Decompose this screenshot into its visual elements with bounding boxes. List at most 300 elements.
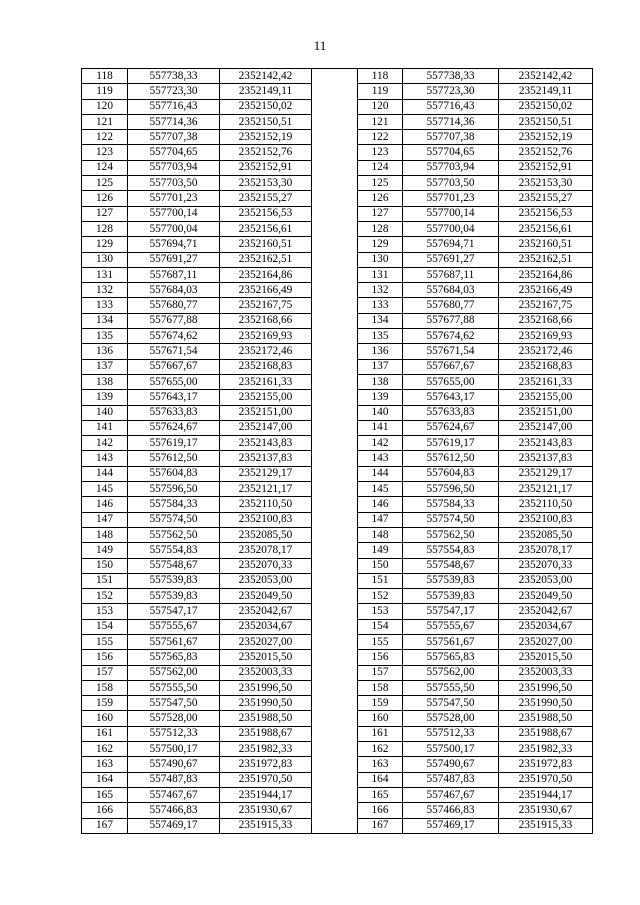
table-row: [82, 742, 593, 757]
column-gap: [312, 313, 358, 328]
column-gap: [312, 145, 358, 160]
left-y-coordinate-cell: 2351915,33: [220, 818, 312, 833]
right-x-coordinate-cell: 557612,50: [403, 451, 499, 466]
left-point-number-cell: 148: [82, 527, 128, 542]
left-y-coordinate-cell: 2351972,83: [220, 757, 312, 772]
left-y-coordinate-cell: 2351970,50: [220, 772, 312, 787]
coordinates-table: [81, 68, 593, 834]
right-point-number-cell: 158: [358, 680, 403, 695]
column-gap: [312, 757, 358, 772]
left-x-coordinate-cell: 557547,50: [128, 696, 220, 711]
column-gap: [312, 589, 358, 604]
table-row: [82, 114, 593, 129]
right-x-coordinate-cell: 557604,83: [403, 466, 499, 481]
left-point-number-cell: 140: [82, 405, 128, 420]
column-gap: [312, 329, 358, 344]
column-gap: [312, 604, 358, 619]
right-x-coordinate-cell: 557700,04: [403, 221, 499, 236]
right-point-number-cell: 153: [358, 604, 403, 619]
left-y-coordinate-cell: 2352070,33: [220, 558, 312, 573]
right-y-coordinate-cell: 2352156,53: [499, 206, 593, 221]
column-gap: [312, 818, 358, 833]
left-x-coordinate-cell: 557691,27: [128, 252, 220, 267]
left-y-coordinate-cell: 2351988,67: [220, 726, 312, 741]
table-row: [82, 558, 593, 573]
column-gap: [312, 191, 358, 206]
left-x-coordinate-cell: 557555,50: [128, 680, 220, 695]
table-row: [82, 359, 593, 374]
left-x-coordinate-cell: 557500,17: [128, 742, 220, 757]
column-gap: [312, 160, 358, 175]
column-gap: [312, 696, 358, 711]
right-x-coordinate-cell: 557512,33: [403, 726, 499, 741]
right-x-coordinate-cell: 557547,50: [403, 696, 499, 711]
left-y-coordinate-cell: 2352121,17: [220, 482, 312, 497]
table-row: [82, 176, 593, 191]
right-x-coordinate-cell: 557561,67: [403, 634, 499, 649]
right-x-coordinate-cell: 557655,00: [403, 374, 499, 389]
right-y-coordinate-cell: 2352070,33: [499, 558, 593, 573]
left-y-coordinate-cell: 2352164,86: [220, 267, 312, 282]
left-y-coordinate-cell: 2352166,49: [220, 283, 312, 298]
left-y-coordinate-cell: 2351944,17: [220, 787, 312, 802]
left-x-coordinate-cell: 557562,50: [128, 527, 220, 542]
column-gap: [312, 512, 358, 527]
right-point-number-cell: 120: [358, 99, 403, 114]
right-point-number-cell: 147: [358, 512, 403, 527]
column-gap: [312, 252, 358, 267]
left-x-coordinate-cell: 557604,83: [128, 466, 220, 481]
left-point-number-cell: 161: [82, 726, 128, 741]
left-point-number-cell: 153: [82, 604, 128, 619]
right-point-number-cell: 162: [358, 742, 403, 757]
right-point-number-cell: 137: [358, 359, 403, 374]
left-point-number-cell: 150: [82, 558, 128, 573]
left-y-coordinate-cell: 2351988,50: [220, 711, 312, 726]
right-point-number-cell: 139: [358, 390, 403, 405]
left-x-coordinate-cell: 557539,83: [128, 573, 220, 588]
left-point-number-cell: 126: [82, 191, 128, 206]
right-y-coordinate-cell: 2352164,86: [499, 267, 593, 282]
column-gap: [312, 84, 358, 99]
left-y-coordinate-cell: 2352152,91: [220, 160, 312, 175]
left-y-coordinate-cell: 2352147,00: [220, 420, 312, 435]
left-x-coordinate-cell: 557738,33: [128, 69, 220, 84]
right-x-coordinate-cell: 557723,30: [403, 84, 499, 99]
right-y-coordinate-cell: 2352166,49: [499, 283, 593, 298]
right-y-coordinate-cell: 2352137,83: [499, 451, 593, 466]
left-point-number-cell: 142: [82, 436, 128, 451]
left-x-coordinate-cell: 557680,77: [128, 298, 220, 313]
right-y-coordinate-cell: 2352150,51: [499, 114, 593, 129]
left-x-coordinate-cell: 557528,00: [128, 711, 220, 726]
left-y-coordinate-cell: 2351982,33: [220, 742, 312, 757]
left-x-coordinate-cell: 557684,03: [128, 283, 220, 298]
table-row: [82, 69, 593, 84]
left-point-number-cell: 155: [82, 634, 128, 649]
left-y-coordinate-cell: 2352049,50: [220, 589, 312, 604]
column-gap: [312, 619, 358, 634]
right-y-coordinate-cell: 2352143,83: [499, 436, 593, 451]
right-x-coordinate-cell: 557704,65: [403, 145, 499, 160]
table-row: [82, 573, 593, 588]
left-y-coordinate-cell: 2352152,19: [220, 130, 312, 145]
left-point-number-cell: 124: [82, 160, 128, 175]
table-row: [82, 283, 593, 298]
left-x-coordinate-cell: 557700,14: [128, 206, 220, 221]
table-row: [82, 329, 593, 344]
column-gap: [312, 634, 358, 649]
right-x-coordinate-cell: 557562,50: [403, 527, 499, 542]
right-point-number-cell: 131: [358, 267, 403, 282]
right-x-coordinate-cell: 557466,83: [403, 803, 499, 818]
right-x-coordinate-cell: 557694,71: [403, 237, 499, 252]
table-row: [82, 221, 593, 236]
table-row: [82, 145, 593, 160]
left-x-coordinate-cell: 557574,50: [128, 512, 220, 527]
left-point-number-cell: 125: [82, 176, 128, 191]
left-y-coordinate-cell: 2352027,00: [220, 634, 312, 649]
left-point-number-cell: 146: [82, 497, 128, 512]
right-y-coordinate-cell: 2352015,50: [499, 650, 593, 665]
left-x-coordinate-cell: 557467,67: [128, 787, 220, 802]
column-gap: [312, 573, 358, 588]
left-y-coordinate-cell: 2352129,17: [220, 466, 312, 481]
right-y-coordinate-cell: 2351930,67: [499, 803, 593, 818]
right-x-coordinate-cell: 557671,54: [403, 344, 499, 359]
left-y-coordinate-cell: 2351990,50: [220, 696, 312, 711]
right-x-coordinate-cell: 557574,50: [403, 512, 499, 527]
column-gap: [312, 726, 358, 741]
right-x-coordinate-cell: 557703,50: [403, 176, 499, 191]
left-point-number-cell: 163: [82, 757, 128, 772]
table-row: [82, 818, 593, 833]
right-x-coordinate-cell: 557700,14: [403, 206, 499, 221]
column-gap: [312, 267, 358, 282]
left-y-coordinate-cell: 2352003,33: [220, 665, 312, 680]
right-x-coordinate-cell: 557684,03: [403, 283, 499, 298]
column-gap: [312, 374, 358, 389]
right-x-coordinate-cell: 557539,83: [403, 573, 499, 588]
right-y-coordinate-cell: 2352155,00: [499, 390, 593, 405]
left-point-number-cell: 157: [82, 665, 128, 680]
left-point-number-cell: 133: [82, 298, 128, 313]
left-y-coordinate-cell: 2352156,61: [220, 221, 312, 236]
column-gap: [312, 390, 358, 405]
right-point-number-cell: 163: [358, 757, 403, 772]
right-x-coordinate-cell: 557667,67: [403, 359, 499, 374]
table-row: [82, 99, 593, 114]
right-y-coordinate-cell: 2352129,17: [499, 466, 593, 481]
right-point-number-cell: 157: [358, 665, 403, 680]
right-x-coordinate-cell: 557584,33: [403, 497, 499, 512]
left-x-coordinate-cell: 557704,65: [128, 145, 220, 160]
left-point-number-cell: 164: [82, 772, 128, 787]
right-y-coordinate-cell: 2352152,19: [499, 130, 593, 145]
left-y-coordinate-cell: 2352034,67: [220, 619, 312, 634]
left-point-number-cell: 135: [82, 329, 128, 344]
table-row: [82, 589, 593, 604]
table-row: [82, 130, 593, 145]
left-x-coordinate-cell: 557633,83: [128, 405, 220, 420]
right-x-coordinate-cell: 557562,00: [403, 665, 499, 680]
left-point-number-cell: 159: [82, 696, 128, 711]
left-point-number-cell: 143: [82, 451, 128, 466]
left-x-coordinate-cell: 557701,23: [128, 191, 220, 206]
right-point-number-cell: 167: [358, 818, 403, 833]
left-y-coordinate-cell: 2352149,11: [220, 84, 312, 99]
table-row: [82, 680, 593, 695]
right-x-coordinate-cell: 557469,17: [403, 818, 499, 833]
right-y-coordinate-cell: 2351990,50: [499, 696, 593, 711]
left-x-coordinate-cell: 557554,83: [128, 543, 220, 558]
left-y-coordinate-cell: 2351996,50: [220, 680, 312, 695]
right-point-number-cell: 149: [358, 543, 403, 558]
left-x-coordinate-cell: 557490,67: [128, 757, 220, 772]
page-number: 11: [313, 38, 327, 53]
right-point-number-cell: 129: [358, 237, 403, 252]
right-x-coordinate-cell: 557680,77: [403, 298, 499, 313]
right-y-coordinate-cell: 2352152,76: [499, 145, 593, 160]
right-y-coordinate-cell: 2352156,61: [499, 221, 593, 236]
right-point-number-cell: 126: [358, 191, 403, 206]
right-y-coordinate-cell: 2352169,93: [499, 329, 593, 344]
left-point-number-cell: 160: [82, 711, 128, 726]
right-point-number-cell: 124: [358, 160, 403, 175]
right-point-number-cell: 150: [358, 558, 403, 573]
left-x-coordinate-cell: 557700,04: [128, 221, 220, 236]
table-row: [82, 650, 593, 665]
column-gap: [312, 114, 358, 129]
left-y-coordinate-cell: 2352137,83: [220, 451, 312, 466]
table-row: [82, 374, 593, 389]
right-y-coordinate-cell: 2352152,91: [499, 160, 593, 175]
left-point-number-cell: 119: [82, 84, 128, 99]
right-y-coordinate-cell: 2352147,00: [499, 420, 593, 435]
right-point-number-cell: 141: [358, 420, 403, 435]
left-x-coordinate-cell: 557487,83: [128, 772, 220, 787]
left-y-coordinate-cell: 2352015,50: [220, 650, 312, 665]
column-gap: [312, 742, 358, 757]
column-gap: [312, 527, 358, 542]
left-x-coordinate-cell: 557539,83: [128, 589, 220, 604]
right-y-coordinate-cell: 2352003,33: [499, 665, 593, 680]
right-point-number-cell: 161: [358, 726, 403, 741]
left-x-coordinate-cell: 557555,67: [128, 619, 220, 634]
left-point-number-cell: 147: [82, 512, 128, 527]
right-point-number-cell: 151: [358, 573, 403, 588]
table-row: [82, 665, 593, 680]
table-row: [82, 619, 593, 634]
table-row: [82, 436, 593, 451]
left-point-number-cell: 138: [82, 374, 128, 389]
left-y-coordinate-cell: 2352160,51: [220, 237, 312, 252]
right-y-coordinate-cell: 2352034,67: [499, 619, 593, 634]
left-x-coordinate-cell: 557674,62: [128, 329, 220, 344]
right-y-coordinate-cell: 2352161,33: [499, 374, 593, 389]
right-x-coordinate-cell: 557539,83: [403, 589, 499, 604]
right-x-coordinate-cell: 557687,11: [403, 267, 499, 282]
right-point-number-cell: 135: [358, 329, 403, 344]
right-point-number-cell: 122: [358, 130, 403, 145]
right-x-coordinate-cell: 557691,27: [403, 252, 499, 267]
left-y-coordinate-cell: 2352155,00: [220, 390, 312, 405]
right-x-coordinate-cell: 557565,83: [403, 650, 499, 665]
left-point-number-cell: 152: [82, 589, 128, 604]
left-point-number-cell: 134: [82, 313, 128, 328]
left-y-coordinate-cell: 2352053,00: [220, 573, 312, 588]
left-x-coordinate-cell: 557596,50: [128, 482, 220, 497]
column-gap: [312, 543, 358, 558]
right-x-coordinate-cell: 557467,67: [403, 787, 499, 802]
column-gap: [312, 359, 358, 374]
table-row: [82, 466, 593, 481]
right-point-number-cell: 136: [358, 344, 403, 359]
right-y-coordinate-cell: 2352042,67: [499, 604, 593, 619]
left-x-coordinate-cell: 557469,17: [128, 818, 220, 833]
left-point-number-cell: 131: [82, 267, 128, 282]
right-x-coordinate-cell: 557596,50: [403, 482, 499, 497]
table-row: [82, 543, 593, 558]
right-point-number-cell: 127: [358, 206, 403, 221]
left-y-coordinate-cell: 2352042,67: [220, 604, 312, 619]
left-point-number-cell: 118: [82, 69, 128, 84]
left-x-coordinate-cell: 557667,67: [128, 359, 220, 374]
table-row: [82, 497, 593, 512]
left-x-coordinate-cell: 557714,36: [128, 114, 220, 129]
table-row: [82, 512, 593, 527]
column-gap: [312, 665, 358, 680]
right-point-number-cell: 148: [358, 527, 403, 542]
left-y-coordinate-cell: 2352085,50: [220, 527, 312, 542]
table-row: [82, 696, 593, 711]
right-point-number-cell: 155: [358, 634, 403, 649]
column-gap: [312, 405, 358, 420]
right-y-coordinate-cell: 2352162,51: [499, 252, 593, 267]
left-point-number-cell: 136: [82, 344, 128, 359]
column-gap: [312, 298, 358, 313]
right-y-coordinate-cell: 2352142,42: [499, 69, 593, 84]
left-point-number-cell: 129: [82, 237, 128, 252]
right-y-coordinate-cell: 2352167,75: [499, 298, 593, 313]
left-y-coordinate-cell: 2352156,53: [220, 206, 312, 221]
column-gap: [312, 130, 358, 145]
column-gap: [312, 650, 358, 665]
right-x-coordinate-cell: 557500,17: [403, 742, 499, 757]
right-x-coordinate-cell: 557554,83: [403, 543, 499, 558]
left-y-coordinate-cell: 2352110,50: [220, 497, 312, 512]
right-y-coordinate-cell: 2352027,00: [499, 634, 593, 649]
right-x-coordinate-cell: 557624,67: [403, 420, 499, 435]
left-y-coordinate-cell: 2352143,83: [220, 436, 312, 451]
right-x-coordinate-cell: 557547,17: [403, 604, 499, 619]
column-gap: [312, 420, 358, 435]
right-x-coordinate-cell: 557714,36: [403, 114, 499, 129]
right-y-coordinate-cell: 2351915,33: [499, 818, 593, 833]
right-y-coordinate-cell: 2351944,17: [499, 787, 593, 802]
table-row: [82, 252, 593, 267]
column-gap: [312, 680, 358, 695]
left-point-number-cell: 123: [82, 145, 128, 160]
table-row: [82, 482, 593, 497]
left-y-coordinate-cell: 2352167,75: [220, 298, 312, 313]
right-x-coordinate-cell: 557555,67: [403, 619, 499, 634]
left-y-coordinate-cell: 2352100,83: [220, 512, 312, 527]
right-x-coordinate-cell: 557487,83: [403, 772, 499, 787]
left-y-coordinate-cell: 2352151,00: [220, 405, 312, 420]
right-y-coordinate-cell: 2352121,17: [499, 482, 593, 497]
left-y-coordinate-cell: 2352142,42: [220, 69, 312, 84]
table-row: [82, 191, 593, 206]
column-gap: [312, 221, 358, 236]
right-x-coordinate-cell: 557674,62: [403, 329, 499, 344]
table-row: [82, 803, 593, 818]
coordinates-table-body: [82, 69, 593, 834]
right-x-coordinate-cell: 557490,67: [403, 757, 499, 772]
right-y-coordinate-cell: 2351996,50: [499, 680, 593, 695]
right-point-number-cell: 119: [358, 84, 403, 99]
right-point-number-cell: 154: [358, 619, 403, 634]
left-x-coordinate-cell: 557548,67: [128, 558, 220, 573]
left-x-coordinate-cell: 557512,33: [128, 726, 220, 741]
left-point-number-cell: 122: [82, 130, 128, 145]
right-point-number-cell: 123: [358, 145, 403, 160]
left-point-number-cell: 121: [82, 114, 128, 129]
right-point-number-cell: 160: [358, 711, 403, 726]
left-x-coordinate-cell: 557703,50: [128, 176, 220, 191]
table-row: [82, 84, 593, 99]
table-row: [82, 420, 593, 435]
left-point-number-cell: 156: [82, 650, 128, 665]
column-gap: [312, 283, 358, 298]
left-point-number-cell: 144: [82, 466, 128, 481]
right-point-number-cell: 125: [358, 176, 403, 191]
left-y-coordinate-cell: 2352153,30: [220, 176, 312, 191]
right-y-coordinate-cell: 2352100,83: [499, 512, 593, 527]
right-point-number-cell: 152: [358, 589, 403, 604]
table-row: [82, 634, 593, 649]
right-point-number-cell: 143: [358, 451, 403, 466]
left-x-coordinate-cell: 557547,17: [128, 604, 220, 619]
column-gap: [312, 558, 358, 573]
left-point-number-cell: 120: [82, 99, 128, 114]
left-x-coordinate-cell: 557624,67: [128, 420, 220, 435]
column-gap: [312, 482, 358, 497]
left-point-number-cell: 162: [82, 742, 128, 757]
left-x-coordinate-cell: 557723,30: [128, 84, 220, 99]
right-y-coordinate-cell: 2352053,00: [499, 573, 593, 588]
right-point-number-cell: 166: [358, 803, 403, 818]
table-row: [82, 344, 593, 359]
right-point-number-cell: 130: [358, 252, 403, 267]
column-gap: [312, 803, 358, 818]
right-point-number-cell: 138: [358, 374, 403, 389]
right-point-number-cell: 159: [358, 696, 403, 711]
right-y-coordinate-cell: 2352153,30: [499, 176, 593, 191]
right-y-coordinate-cell: 2352172,46: [499, 344, 593, 359]
left-x-coordinate-cell: 557561,67: [128, 634, 220, 649]
left-point-number-cell: 137: [82, 359, 128, 374]
right-x-coordinate-cell: 557716,43: [403, 99, 499, 114]
table-row: [82, 726, 593, 741]
right-y-coordinate-cell: 2352085,50: [499, 527, 593, 542]
column-gap: [312, 451, 358, 466]
left-x-coordinate-cell: 557694,71: [128, 237, 220, 252]
right-y-coordinate-cell: 2352168,83: [499, 359, 593, 374]
table-row: [82, 757, 593, 772]
table-row: [82, 451, 593, 466]
right-point-number-cell: 142: [358, 436, 403, 451]
